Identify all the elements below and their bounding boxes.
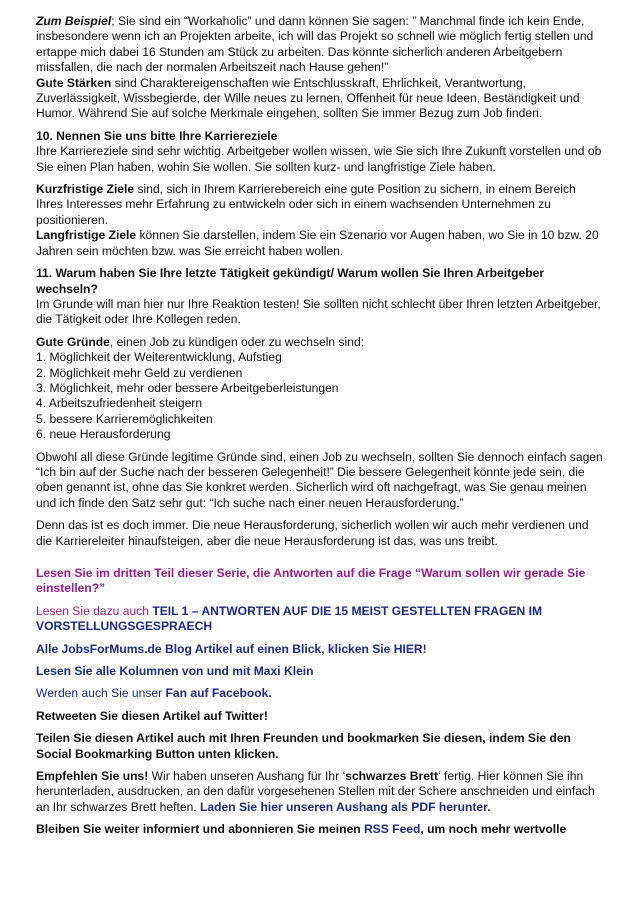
rss-suffix: , um noch mehr wertvolle: [420, 822, 567, 837]
short-goals-label: Kurzfristige Ziele: [36, 182, 135, 197]
list-item: 2. Möglichkeit mehr Geld zu verdienen: [36, 365, 243, 380]
question-11-text: Im Grunde will man hier nur Ihre Reaktion testen! Sie sollten nicht schlecht über Ihren letzten Arbeitgeber, die Tätigkeit oder Ihre Kollegen reden.: [36, 296, 601, 327]
challenge-paragraph: Denn das ist es doch immer. Die neue Herausforderung, sicherlich wollen wir auch mehr verdienen und die Karriereleiter hinaufsteigen, aber die neue Herausforderung ist das, was uns treibt.: [36, 518, 589, 548]
list-item: 3. Möglichkeit, mehr oder bessere Arbeitgeberleistungen: [36, 380, 339, 395]
facebook-fan-link[interactable]: Fan auf Facebook.: [165, 686, 272, 701]
part-one-line: [36, 604, 604, 635]
rss-feed-link[interactable]: RSS Feed: [363, 822, 421, 837]
long-goals-text: können Sie darstellen, indem Sie ein Szenario vor Augen haben, wo Sie in 10 bzw. 20 Jahren sein möchten bzw. was Sie erreicht haben wollen.: [36, 228, 599, 258]
recommend-label: Empfehlen Sie uns!: [36, 769, 149, 784]
question-11-heading: 11. Warum haben Sie Ihre letzte Tätigkeit gekündigt/ Warum wollen Sie Ihren Arbeitgeber wechseln?: [36, 266, 545, 296]
example-text: ; Sie sind ein “Workaholic” und dann können Sie sagen: ” Manchmal finde ich kein Ende, insbesondere wenn ich an Projekten arbeite, ich will das Projekt so schnell wie möglich fertig stellen und ertappe mich dabei 16 Stunden am Stück zu arbeiten. Das könnte sicherlich anderen Arbeitgebern missfallen, die nach der normalen Arbeitszeit nach Hause gehen!”: [36, 14, 594, 75]
fan-prefix: Werden auch Sie unser: [36, 686, 166, 701]
strengths-text: sind Charaktereigenschaften wie Entschlusskraft, Ehrlichkeit, Verantwortung, Zuverlässigkeit, Wissbegierde, der Wille neues zu lernen, Offenheit für neue Ideen, Beständigkeit und Humor. Während Sie auf solche Merkmale eingehen, sollten Sie immer Bezug zum Job finden.: [36, 75, 580, 121]
recommend-text-1: Wir haben unseren Aushang für Ihr ‘: [148, 769, 346, 784]
list-item: 4. Arbeitszufriedenheit steigern: [36, 396, 203, 411]
list-item: 6. neue Herausforderung: [36, 427, 171, 442]
question-11: [36, 266, 604, 328]
board-text: schwarzes Brett: [345, 769, 438, 784]
third-part-link[interactable]: Lesen Sie im dritten Teil dieser Serie, die Antworten auf die Frage “Warum sollen wir gerade Sie einstellen?”: [36, 566, 586, 596]
download-pdf-link[interactable]: Laden Sie hier unseren Aushang als PDF herunter.: [200, 799, 491, 814]
reasons-block: [36, 335, 604, 443]
reasons-label: Gute Gründe: [36, 334, 110, 349]
list-item: 5. bessere Karrieremöglichkeiten: [36, 411, 213, 426]
rss-prefix: Bleiben Sie weiter informiert und abonnieren Sie meinen: [36, 822, 364, 837]
question-10: [36, 129, 604, 175]
facebook-line: [36, 686, 604, 701]
document-page: [36, 14, 604, 845]
reasons-intro: , einen Job zu kündigen oder zu wechseln sind:: [109, 334, 365, 349]
strengths-label: Gute Stärken: [36, 75, 112, 90]
rss-line: [36, 822, 604, 837]
goals-paragraph: [36, 182, 604, 259]
also-prefix: Lesen Sie dazu auch: [36, 603, 149, 618]
question-10-heading: 10. Nennen Sie uns bitte Ihre Karriereziele: [36, 128, 278, 143]
list-item: 1. Möglichkeit der Weiterentwicklung, Aufstieg: [36, 350, 282, 365]
example-paragraph: [36, 14, 604, 122]
example-lead: Zum Beispiel: [36, 14, 112, 28]
part-one-link[interactable]: TEIL 1 – ANTWORTEN AUF DIE 15 MEIST GESTELLTEN FRAGEN IM VORSTELLUNGSGESPRAECH: [36, 603, 543, 634]
columns-link[interactable]: Lesen Sie alle Kolumnen von und mit Maxi Klein: [36, 664, 314, 679]
reasons-explanation: Obwohl all diese Gründe legitime Gründe sind, einen Job zu wechseln, sollten Sie dennoch einfach sagen “Ich bin auf der Suche nach der besseren Gelegenheit!” Die bessere Gelegenheit könnte jede sein, die oben genannt ist, ohne das Sie konkret werden. Sicherlich wird oft nachgefragt, was Sie genau meinen und ich finde den Satz sehr gut: “Ich suche nach einer neuen Herausforderung.”: [36, 449, 603, 510]
long-goals-label: Langfristige Ziele: [36, 228, 137, 243]
recommend-paragraph: [36, 769, 604, 815]
question-10-text: Ihre Karriereziele sind sehr wichtig. Arbeitgeber wollen wissen, wie Sie sich Ihre Zukunft vorstellen und ob Sie einen Plan haben, wohin Sie wollen. Sie sollten kurz- und langfristige Ziele haben.: [36, 144, 602, 174]
share-text: Teilen Sie diesen Artikel auch mit Ihren Freunden und bookmarken Sie diesen, indem Sie den Social Bookmarking Button unten klicken.: [36, 731, 571, 761]
retweet-text: Retweeten Sie diesen Artikel auf Twitter!: [36, 708, 268, 723]
short-goals-text: sind, sich in Ihrem Karrierebereich eine gute Position zu sichern, in einem Bereich Ihres Interesses mehr Erfahrung zu entwickeln oder sich in einem wachsenden Unternehmen zu positionieren.: [36, 182, 576, 227]
all-articles-link[interactable]: Alle JobsForMums.de Blog Artikel auf einen Blick, klicken Sie HIER!: [36, 641, 427, 656]
spacer: [36, 556, 604, 566]
recommend-text-2: ‘ fertig. Hier können Sie ihn herunterladen, ausdrucken, an den dafür vorgesehenen Stellen mit der Schere anschneiden und einfach an Ihr schwarzes Brett heften.: [36, 769, 595, 814]
